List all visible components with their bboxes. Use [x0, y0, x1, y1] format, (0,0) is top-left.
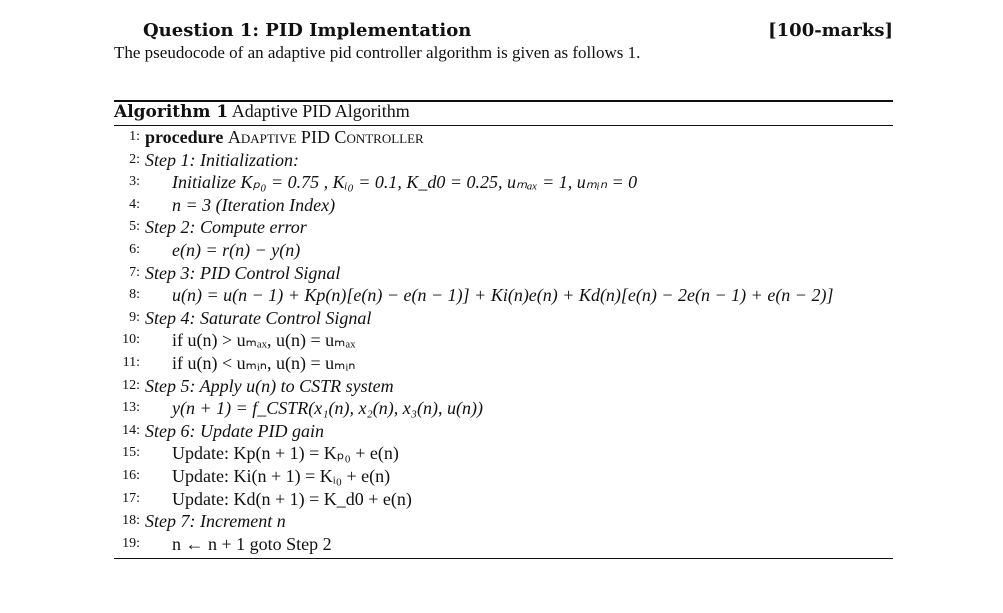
line-text [145, 307, 371, 330]
line-number: 17: [122, 490, 140, 506]
line-text [145, 262, 340, 285]
algorithm-line [114, 126, 899, 149]
line-number: 6: [129, 241, 140, 257]
line-content: Step 6: Update PID gain [145, 420, 324, 441]
algorithm-line [114, 420, 899, 443]
line-content: if u(n) < uₘᵢₙ, u(n) = uₘᵢₙ [172, 352, 356, 373]
line-text [145, 126, 424, 149]
line-text [172, 488, 412, 511]
line-text [172, 194, 335, 217]
algorithm-line [114, 533, 899, 556]
line-number: 5: [129, 219, 140, 235]
algorithm-line [114, 284, 899, 307]
algorithm-caption [114, 101, 410, 122]
line-text [172, 239, 300, 262]
line-number: 15: [122, 445, 140, 461]
line-number: 9: [129, 309, 140, 325]
line-number: 3: [129, 174, 140, 190]
question-description: The pseudocode of an adaptive pid controller algorithm is given as follows 1. [114, 43, 641, 62]
question-title: Question 1: PID Implementation [143, 20, 472, 41]
line-text [172, 329, 356, 352]
line-text [172, 533, 332, 556]
algorithm-line [114, 488, 899, 511]
algorithm-line [114, 352, 899, 375]
line-content: u(n) = u(n − 1) + Kp(n)[e(n) − e(n − 1)] + Ki(n)e(n) + Kd(n)[e(n) − 2e(n − 1) + e(n − 2)] [172, 285, 834, 306]
line-text [145, 420, 324, 443]
line-content: Step 5: Apply u(n) to CSTR system [145, 375, 394, 396]
line-text [145, 510, 286, 533]
line-number: 13: [122, 400, 140, 416]
line-number: 18: [122, 513, 140, 529]
question-marks: [100-marks] [768, 20, 893, 41]
algorithm-line [114, 239, 899, 262]
algorithm-line [114, 397, 899, 420]
line-number: 8: [129, 287, 140, 303]
algorithm-line [114, 307, 899, 330]
line-content: if u(n) > uₘₐₓ, u(n) = uₘₐₓ [172, 330, 356, 351]
line-text [172, 465, 390, 488]
line-number: 19: [122, 535, 140, 551]
line-content: Step 3: PID Control Signal [145, 262, 341, 283]
algorithm-caption-label: Algorithm 1 [114, 102, 229, 122]
line-text [172, 171, 637, 194]
line-text [172, 284, 833, 307]
line-text [145, 375, 394, 398]
line-content: Update: Kp(n + 1) = Kₚ₀ + e(n) [172, 443, 399, 464]
line-content: Step 1: Initialization: [145, 149, 299, 170]
line-content: Step 4: Saturate Control Signal [145, 307, 372, 328]
algorithm-line [114, 465, 899, 488]
algorithm-line [114, 216, 899, 239]
line-content: Update: Ki(n + 1) = Kᵢ₀ + e(n) [172, 465, 391, 486]
procedure-name: Adaptive PID Controller [227, 127, 424, 147]
line-text [145, 149, 299, 172]
line-text [172, 397, 483, 420]
line-number: 1: [129, 129, 140, 144]
line-number: 7: [129, 264, 140, 280]
line-number: 14: [122, 422, 140, 438]
algorithm-caption-title: Adaptive PID Algorithm [231, 101, 410, 121]
line-content: Step 7: Increment n [145, 511, 286, 532]
line-text [145, 216, 307, 239]
algorithm-line [114, 510, 899, 533]
line-text [172, 442, 399, 465]
algorithm-line [114, 329, 899, 352]
line-content: Step 2: Compute error [145, 217, 307, 238]
line-content: n ← n + 1 goto Step 2 [172, 533, 332, 554]
line-number: 4: [129, 196, 140, 212]
algorithm-bottom-rule [114, 558, 893, 559]
line-number: 12: [122, 377, 140, 393]
algorithm-line [114, 171, 899, 194]
line-content: Update: Kd(n + 1) = K_d0 + e(n) [172, 488, 412, 509]
line-content: y(n + 1) = f_CSTR(x₁(n), x₂(n), x₃(n), u(n)) [172, 398, 483, 419]
line-number: 11: [122, 354, 140, 370]
algorithm-line [114, 149, 899, 172]
line-number: 2: [129, 151, 140, 167]
line-number: 10: [122, 332, 140, 348]
algorithm-line [114, 262, 899, 285]
line-content: Initialize Kₚ₀ = 0.75 , Kᵢ₀ = 0.1, K_d0 = 0.25, uₘₐₓ = 1, uₘᵢₙ = 0 [172, 172, 638, 193]
algorithm-line [114, 194, 899, 217]
algorithm-body [114, 126, 899, 555]
line-content: n = 3 (Iteration Index) [172, 194, 336, 215]
line-text [172, 352, 355, 375]
line-content: e(n) = r(n) − y(n) [172, 239, 301, 260]
procedure-keyword: procedure [145, 127, 224, 147]
algorithm-line [114, 375, 899, 398]
line-number: 16: [122, 467, 140, 483]
algorithm-line [114, 442, 899, 465]
